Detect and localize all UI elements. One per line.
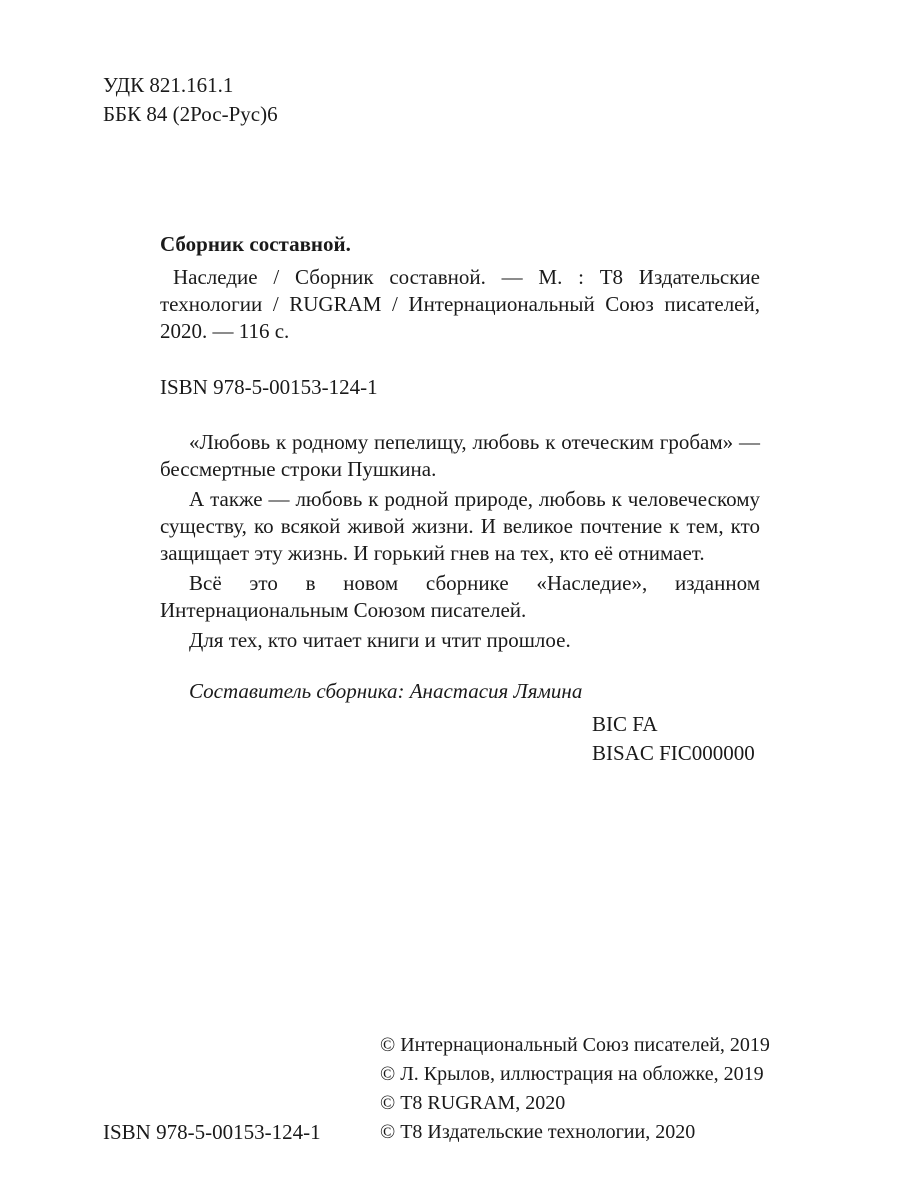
annotation-paragraph: «Любовь к родному пепелищу, любовь к отеческим гробам» — бессмертные строки Пушкина. xyxy=(160,430,760,481)
classification-block xyxy=(103,72,278,130)
copyright-line: © Т8 Издательские технологии, 2020 xyxy=(380,1121,696,1143)
annotation-paragraph: А также — любовь к родной природе, любовь к человеческому существу, ко всякой живой жизни. И великое почтение к тем, кто защищает эту жизнь. И горький гнев на тех, кто её отнимает. xyxy=(160,487,760,565)
bbk-code: ББК 84 (2Рос-Рус)6 xyxy=(103,102,278,126)
subject-codes xyxy=(592,711,755,769)
bic-code: BIC FA xyxy=(592,712,658,736)
bibliographic-description: Наследие / Сборник составной. — М. : Т8 Издательские технологии / RUGRAM / Интернациональный Союз писателей, 2020. — 116 с. xyxy=(160,265,760,343)
annotation-paragraph: Всё это в новом сборнике «Наследие», изданном Интернациональным Союзом писателей. xyxy=(160,571,760,622)
bisac-code: BISAC FIC000000 xyxy=(592,741,755,765)
book-title: Сборник составной. xyxy=(160,232,351,256)
annotation xyxy=(160,429,760,654)
copyright-line: © Интернациональный Союз писателей, 2019 xyxy=(380,1034,770,1056)
compiler-credit: Составитель сборника: Анастасия Лямина xyxy=(189,679,583,703)
copyright-line: © Л. Крылов, иллюстрация на обложке, 2019 xyxy=(380,1063,764,1085)
copyright-line: © Т8 RUGRAM, 2020 xyxy=(380,1092,566,1114)
udk-code: УДК 821.161.1 xyxy=(103,73,234,97)
copyright-block xyxy=(380,1032,770,1148)
annotation-paragraph: Для тех, кто читает книги и чтит прошлое. xyxy=(189,628,571,652)
isbn-footer: ISBN 978-5-00153-124-1 xyxy=(103,1120,321,1144)
isbn-main: ISBN 978-5-00153-124-1 xyxy=(160,375,378,399)
bibliographic-block xyxy=(160,231,760,705)
